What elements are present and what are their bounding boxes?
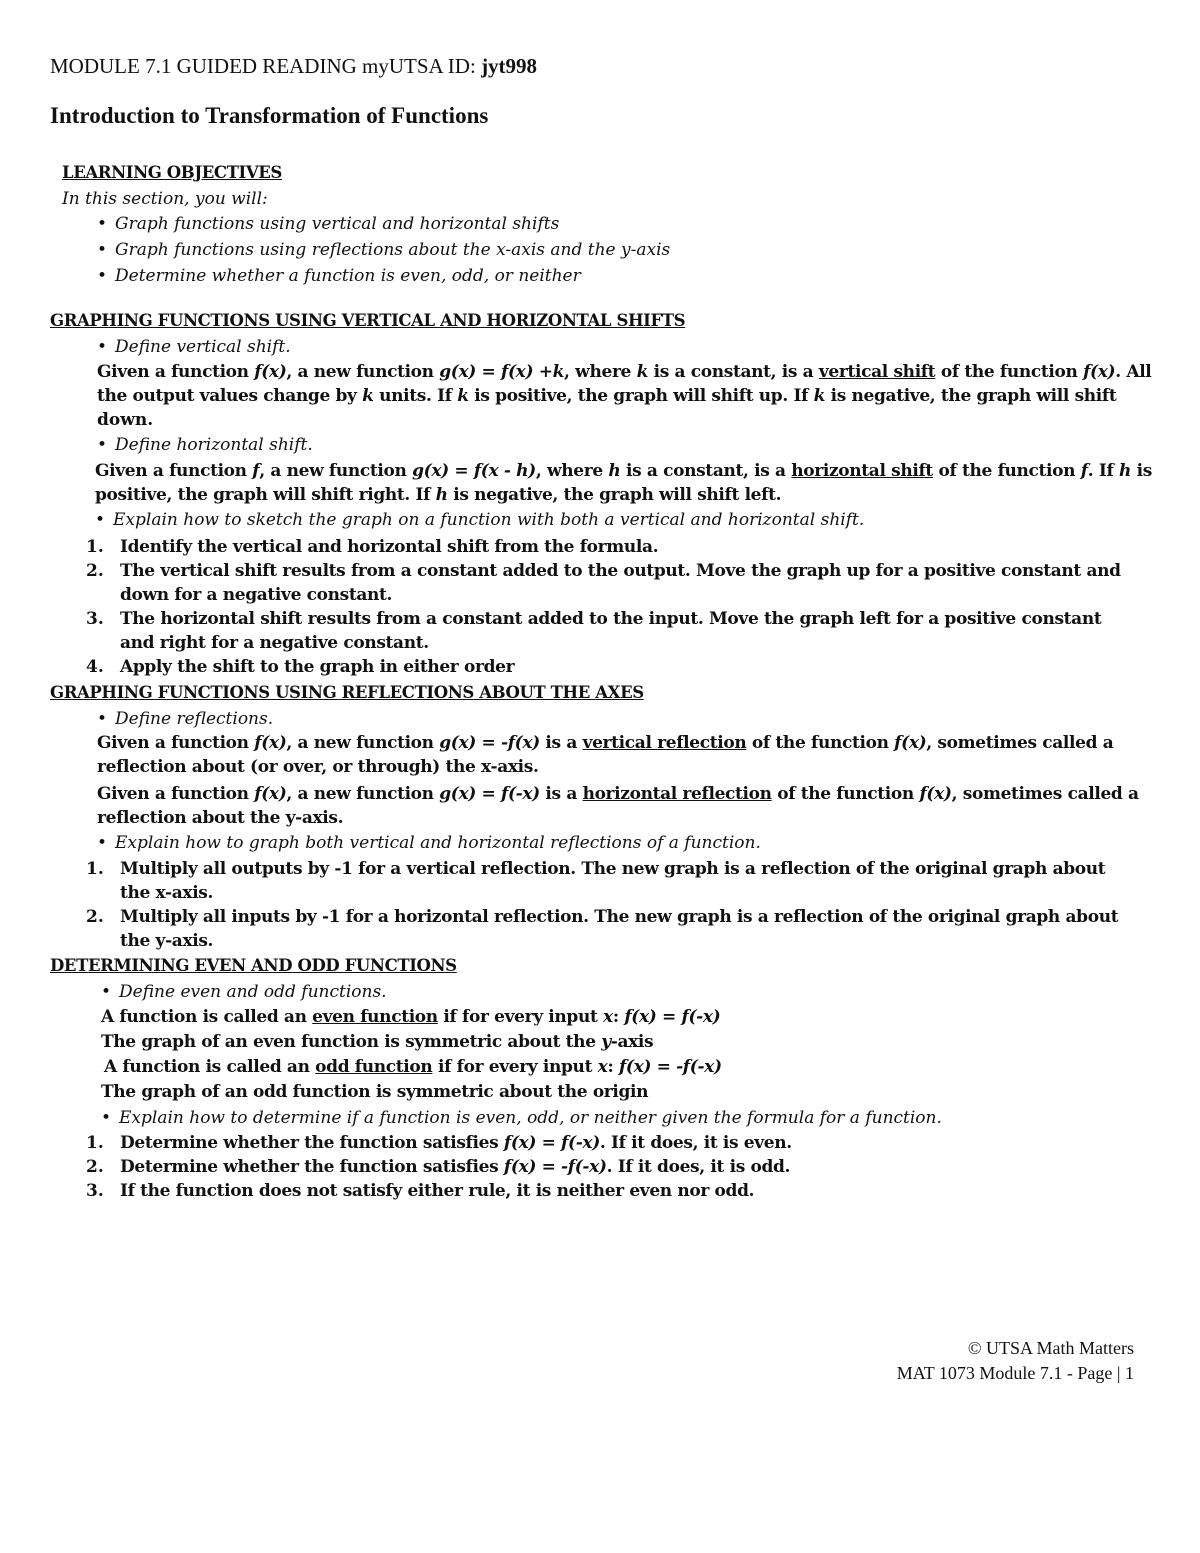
even-odd-heading: DETERMINING EVEN AND ODD FUNCTIONS [50,956,457,975]
shift-step: The horizontal shift results from a constant added to the input. Move the graph left for a positive constant [120,609,1102,629]
even-function-definition: A function is called an even function if for every input x: f(x) = f(-x) [101,1007,721,1027]
page-title: Introduction to Transformation of Functions [50,103,489,128]
even-odd-step: Determine whether the function satisfies f(x) = f(-x). If it does, it is even. [120,1133,792,1153]
even-odd-step: Determine whether the function satisfies f(x) = -f(-x). If it does, it is odd. [120,1157,791,1177]
reflection-step-number: 1. [86,859,104,879]
learning-objectives-heading: LEARNING OBJECTIVES [62,163,282,182]
shift-step-cont: and right for a negative constant. [120,633,429,653]
id-label: myUTSA ID: [362,54,476,78]
odd-function-symmetry: The graph of an odd function is symmetric about the origin [101,1082,649,1102]
reflection-step-cont: the y-axis. [120,931,214,951]
horizontal-shift-definition: Given a function f, a new function g(x) = f(x - h), where h is a constant, is a horizontal shift of the function f. If h is [95,461,1152,481]
objectives-intro: In this section, you will: [62,189,268,209]
even-odd-step-number: 3. [86,1181,104,1201]
prompt-sketch-shift: • Explain how to sketch the graph on a function with both a vertical and horizontal shift. [95,510,865,530]
vertical-reflection-definition-cont: reflection about (or over, or through) the x-axis. [97,757,539,777]
prompt-horizontal-shift: • Define horizontal shift. [97,435,313,455]
even-odd-step-number: 2. [86,1157,104,1177]
even-function-symmetry: The graph of an even function is symmetric about the y-axis [101,1032,654,1052]
id-value: jyt998 [481,54,538,78]
reflection-step: Multiply all inputs by -1 for a horizontal reflection. The new graph is a reflection of the original graph about [120,907,1119,927]
objective-item: • Graph functions using vertical and horizontal shifts [97,214,560,234]
module-header [50,54,537,79]
objective-item: • Determine whether a function is even, odd, or neither [97,266,581,286]
shift-step-number: 1. [86,537,104,557]
horizontal-reflection-definition-cont: reflection about the y-axis. [97,808,344,828]
shift-step-number: 2. [86,561,104,581]
vertical-reflection-definition: Given a function f(x), a new function g(x) = -f(x) is a vertical reflection of the function f(x), sometimes called a [97,733,1114,753]
prompt-explain-even-odd: • Explain how to determine if a function is even, odd, or neither given the formula for a function. [101,1108,942,1128]
shift-step-number: 4. [86,657,104,677]
horizontal-reflection-definition: Given a function f(x), a new function g(x) = f(-x) is a horizontal reflection of the function f(x), sometimes called a [97,784,1139,804]
reflection-step-number: 2. [86,907,104,927]
reflection-step: Multiply all outputs by -1 for a vertical reflection. The new graph is a reflection of the original graph about [120,859,1106,879]
reflections-heading: GRAPHING FUNCTIONS USING REFLECTIONS ABOUT THE AXES [50,683,644,702]
vertical-shift-definition-cont: the output values change by k units. If k is positive, the graph will shift up. If k is negative, the graph will shift [97,386,1117,406]
shift-step-cont: down for a negative constant. [120,585,393,605]
shift-step-number: 3. [86,609,104,629]
prompt-explain-reflections: • Explain how to graph both vertical and horizontal reflections of a function. [97,833,761,853]
prompt-define-even-odd: • Define even and odd functions. [101,982,387,1002]
page-number-footer: MAT 1073 Module 7.1 - Page | 1 [896,1363,1134,1383]
vertical-shift-definition-end: down. [97,410,154,430]
prompt-vertical-shift: • Define vertical shift. [97,337,291,357]
reflection-step-cont: the x-axis. [120,883,214,903]
vertical-shift-definition: Given a function f(x), a new function g(x) = f(x) +k, where k is a constant, is a vertical shift of the function f(x). All [97,362,1152,382]
objective-item: • Graph functions using reflections about the x-axis and the y-axis [97,240,671,260]
shifts-heading: GRAPHING FUNCTIONS USING VERTICAL AND HORIZONTAL SHIFTS [50,311,686,330]
even-odd-step: If the function does not satisfy either rule, it is neither even nor odd. [120,1181,755,1201]
copyright-footer: © UTSA Math Matters [967,1338,1134,1358]
odd-function-definition: A function is called an odd function if for every input x: f(x) = -f(-x) [104,1057,722,1077]
prompt-define-reflections: • Define reflections. [97,709,274,729]
shift-step: Identify the vertical and horizontal shift from the formula. [120,537,659,557]
module-label: MODULE 7.1 GUIDED READING [50,54,357,78]
shift-step: The vertical shift results from a constant added to the output. Move the graph up for a positive constant and [120,561,1121,581]
horizontal-shift-definition-cont: positive, the graph will shift right. If h is negative, the graph will shift left. [95,485,782,505]
even-odd-step-number: 1. [86,1133,104,1153]
shift-step: Apply the shift to the graph in either order [120,657,515,677]
